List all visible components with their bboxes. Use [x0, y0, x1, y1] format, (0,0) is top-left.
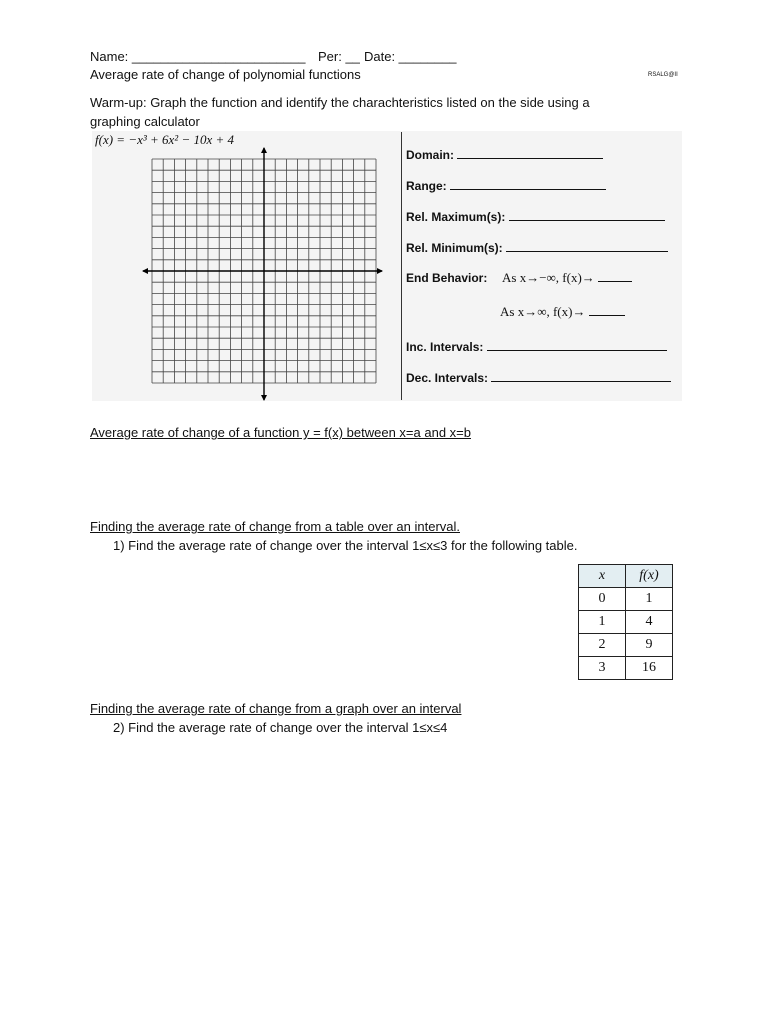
end-behavior-pos-blank[interactable]: [589, 304, 625, 316]
table-header-x: x: [579, 565, 626, 588]
warmup-instructions-line2: graphing calculator: [90, 114, 200, 129]
y-axis-up-arrow: [261, 147, 267, 153]
worksheet-title: Average rate of change of polynomial functions: [90, 67, 361, 82]
panel-divider: [401, 132, 402, 400]
warmup-instructions-line1: Warm-up: Graph the function and identify the charachteristics listed on the side using a: [90, 95, 590, 110]
rel-min-label: Rel. Minimum(s):: [406, 241, 503, 255]
inc-intervals-item: [406, 339, 667, 354]
avg-rate-heading: Average rate of change of a function y = f(x) between x=a and x=b: [90, 425, 471, 440]
inc-intervals-blank[interactable]: [487, 339, 667, 351]
rel-min-blank[interactable]: [506, 240, 668, 252]
date-label: Date: ________: [364, 49, 457, 64]
values-table: [578, 564, 673, 680]
dec-intervals-item: [406, 370, 671, 385]
dec-intervals-label: Dec. Intervals:: [406, 371, 489, 385]
table-cell: 2: [579, 634, 626, 657]
rel-max-item: [406, 209, 665, 224]
table-cell: 1: [626, 588, 673, 611]
question-1: 1) Find the average rate of change over the interval 1≤x≤3 for the following table.: [113, 538, 578, 553]
table-cell: 0: [579, 588, 626, 611]
end-behavior-label: End Behavior:: [406, 271, 488, 285]
table-cell: 1: [579, 611, 626, 634]
end-behavior-neg-text: As x→−∞, f(x)→: [502, 270, 595, 285]
y-axis-down-arrow: [261, 395, 267, 401]
worksheet-code: RSALG@II: [648, 72, 678, 78]
range-label: Range:: [406, 179, 447, 193]
domain-item: [406, 147, 603, 162]
name-label: Name: ________________________: [90, 49, 306, 64]
range-item: [406, 178, 606, 193]
end-behavior-neg-infinity: [502, 270, 632, 286]
inc-intervals-label: Inc. Intervals:: [406, 340, 484, 354]
x-axis-left-arrow: [142, 268, 148, 274]
rel-min-item: [406, 240, 668, 255]
graph-section-heading: Finding the average rate of change from a graph over an interval: [90, 701, 462, 716]
function-equation: f(x) = −x³ + 6x² − 10x + 4: [95, 132, 235, 147]
table-cell: 3: [579, 657, 626, 680]
table-cell: 9: [626, 634, 673, 657]
domain-blank[interactable]: [457, 147, 603, 159]
domain-label: Domain:: [406, 148, 454, 162]
table-section-heading: Finding the average rate of change from a table over an interval.: [90, 519, 460, 534]
table-cell: 16: [626, 657, 673, 680]
table-row: [579, 634, 673, 657]
table-cell: 4: [626, 611, 673, 634]
coordinate-grid: [140, 145, 385, 405]
range-blank[interactable]: [450, 178, 606, 190]
rel-max-blank[interactable]: [509, 209, 665, 221]
table-row: [579, 611, 673, 634]
table-row: [579, 588, 673, 611]
rel-max-label: Rel. Maximum(s):: [406, 210, 506, 224]
end-behavior-pos-infinity: [500, 304, 625, 320]
table-header-fx: f(x): [626, 565, 673, 588]
dec-intervals-blank[interactable]: [491, 370, 671, 382]
x-axis-right-arrow: [377, 268, 383, 274]
end-behavior-neg-blank[interactable]: [598, 270, 632, 282]
table-row: [579, 657, 673, 680]
period-label: Per: __: [318, 49, 360, 64]
table-header-row: [579, 565, 673, 588]
question-2: 2) Find the average rate of change over the interval 1≤x≤4: [113, 720, 448, 735]
end-behavior-pos-text: As x→∞, f(x)→: [500, 304, 586, 319]
